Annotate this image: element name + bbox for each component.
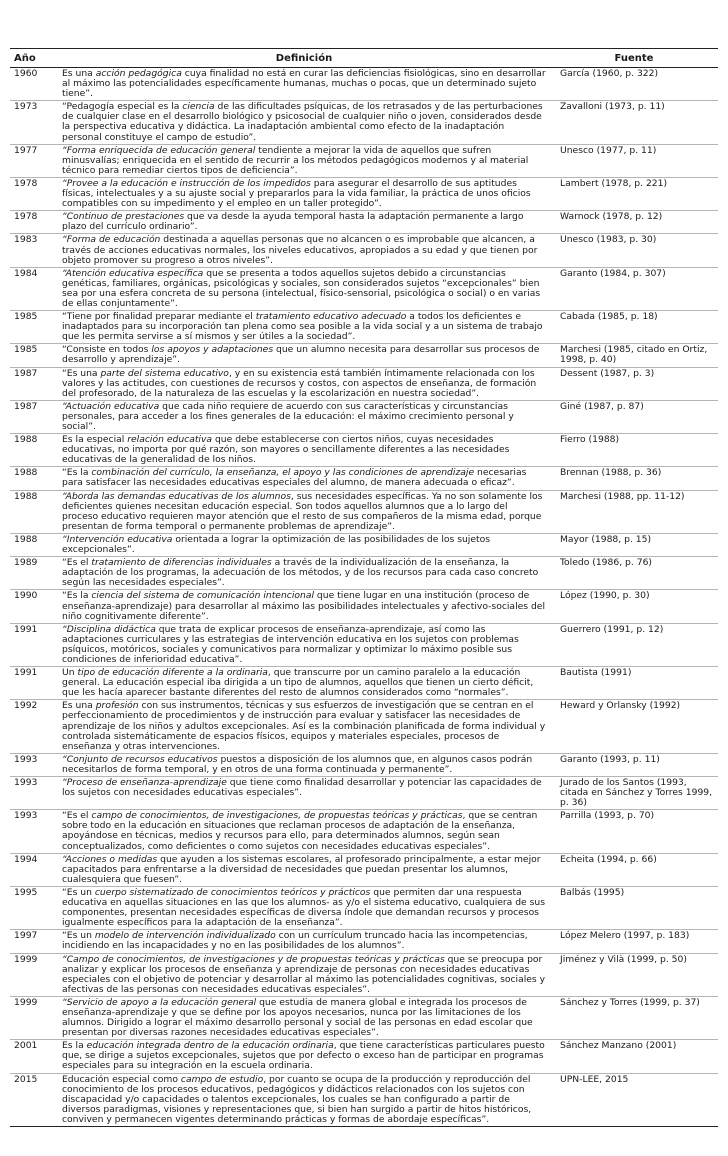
row-source: Balbás (1995) — [550, 886, 718, 929]
table-row — [10, 144, 718, 177]
definition-text: Un — [62, 667, 78, 679]
row-definition — [58, 400, 550, 433]
definition-text: que se presenta a todos aquellos sujetos debido a circunstancias genéticas, familiares, orgánicas, psicológicas y sociales, son considerados sujetos “excepcionales” bien sea por una esfera concreta de su persona (intelectual, físico-sensorial, psicológica o social) o en varias de ellas conjuntamente”. — [62, 267, 541, 309]
definition-emphasis: “Servicio de apoyo a la educación general — [62, 996, 257, 1008]
definition-text: que trata de explicar procesos de enseñanza-aprendizaje, así como las adaptaciones curriculares y las estrategias de intervención educativa en los sujetos con problemas psíquicos, motóricos, sociales y comunicativos para normalizar y optimizar lo máximo posible sus condiciones de inferioridad educativa”. — [62, 623, 519, 665]
definition-text: “Es la — [62, 590, 92, 602]
row-source: Guerrero (1991, p. 12) — [550, 623, 718, 666]
row-definition — [58, 211, 550, 234]
definition-emphasis: “Forma enriquecida de educación general — [62, 144, 256, 156]
row-definition — [58, 1040, 550, 1073]
row-year: 1988 — [10, 533, 58, 556]
row-source: Echeita (1994, p. 66) — [550, 853, 718, 886]
definition-text: con un currículum truncado hacia las incompetencias, incidiendo en las incapacidades y no en las posibilidades de los alumnos”. — [62, 930, 528, 952]
definition-text: puestos a disposición de los alumnos que, en algunos casos podrán necesitarlos de forma temporal, y en otros de una forma continuada y permanente”. — [62, 753, 533, 775]
table-row — [10, 367, 718, 400]
table-row — [10, 953, 718, 996]
row-year: 1995 — [10, 886, 58, 929]
row-definition — [58, 667, 550, 700]
definition-emphasis: “Acciones o medidas — [62, 853, 158, 865]
row-source: Jurado de los Santos (1993, citada en Sánchez y Torres 1999, p. 36) — [550, 777, 718, 810]
definition-emphasis: cuerpo sistematizado de conocimientos teóricos y prácticos — [94, 886, 371, 898]
row-year: 1999 — [10, 996, 58, 1039]
table-row — [10, 853, 718, 886]
row-definition — [58, 144, 550, 177]
table-row — [10, 344, 718, 367]
table-row — [10, 930, 718, 953]
definition-text: , que se centran sobre todo en la educación en situaciones que reclaman procesos de adaptación de la enseñanza, apoyándose en técnicas, medios y recursos para ello, para determinados alumnos, según sean conceptualizados, como deficientes o como sujetos con necesidades educativas especiales”. — [62, 810, 538, 852]
table-row — [10, 1040, 718, 1073]
row-source: Jiménez y Vilà (1999, p. 50) — [550, 953, 718, 996]
definition-text: a través de la individualización de la enseñanza, la adaptación de los programas, la adecuación de los métodos, y de los recursos para cada caso concreto según las necesidades especiales”. — [62, 557, 539, 589]
definition-text: tendiente a mejorar la vida de aquellos que sufren minusvalías; enriquecida en el sentido de recurrir a los métodos pedagógicos modernos y al material técnico para remediar ciertos tipos de deficiencia”. — [62, 144, 529, 176]
definition-text: “Consiste en todos — [62, 344, 152, 356]
definition-text: “Tiene por finalidad preparar mediante el — [62, 311, 256, 323]
row-definition — [58, 234, 550, 267]
definition-text: “Es el — [62, 557, 92, 569]
row-definition — [58, 810, 550, 853]
table-row — [10, 700, 718, 753]
definition-text: con sus instrumentos, técnicas y sus esfuerzos de investigación que se centran en el perfeccionamiento de procedimientos y de instrucción para evaluar y satisfacer las necesidades de aprendizaje de los niños y adultos excepcionales. Así es la combinación planificada de forma individual y controlada sistemáticamente de espacios físicos, equipos y materiales especiales, procesos de enseñanza y otras intervenciones. — [62, 700, 546, 752]
header-definition: Definición — [58, 49, 550, 68]
definition-emphasis: tratamiento educativo adecuado — [255, 311, 407, 323]
definition-text: que tiene como finalidad desarrollar y potenciar las capacidades de los sujetos con necesidades educativas especiales”. — [62, 777, 542, 799]
row-definition — [58, 311, 550, 344]
definition-emphasis: “Provee a la educación e instrucción de los impedidos — [62, 177, 311, 189]
row-source: Bautista (1991) — [550, 667, 718, 700]
definition-emphasis: parte del sistema educativo — [100, 367, 229, 379]
row-source: García (1960, p. 322) — [550, 68, 718, 101]
definitions-table — [10, 48, 718, 1127]
definition-emphasis: educación integrada dentro de la educación ordinaria — [86, 1040, 334, 1052]
row-source: Unesco (1977, p. 11) — [550, 144, 718, 177]
row-definition — [58, 930, 550, 953]
row-source: Warnock (1978, p. 12) — [550, 211, 718, 234]
table-row — [10, 753, 718, 776]
row-year: 1973 — [10, 101, 58, 144]
definition-text: cuya finalidad no está en curar las deficiencias fisiológicas, sino en desarrollar al máximo las potencialidades específicamente humanas, muchas o pocas, que un determinado sujeto tiene”. — [62, 68, 546, 100]
row-source: López Melero (1997, p. 183) — [550, 930, 718, 953]
table-row — [10, 311, 718, 344]
definition-emphasis: tratamiento de diferencias individuales — [91, 557, 272, 569]
row-definition — [58, 344, 550, 367]
row-source: Sánchez y Torres (1999, p. 37) — [550, 996, 718, 1039]
definition-text: Es la — [62, 1040, 87, 1052]
row-year: 1985 — [10, 344, 58, 367]
row-definition — [58, 367, 550, 400]
row-year: 1992 — [10, 700, 58, 753]
definition-emphasis: ciencia — [182, 101, 215, 113]
definition-text: que permiten dar una respuesta educativa en aquellas situaciones en las que los alumnos- as y/o el sistema educativo, cualquiera de sus componentes, presentan necesidades específicas de diversa índole que demandan recursos y procesos igualmente específicos para la adaptación de la enseñanza”. — [62, 886, 546, 929]
definition-text: que tiene lugar en una institución (proceso de enseñanza-aprendizaje) para desarrollar al máximo las posibilidades intelectuales y afectivo-sociales del niño cognitivamente diferente”. — [62, 590, 546, 622]
definition-text: destinada a aquellas personas que no alcancen o es improbable que alcancen, a través de acciones educativas normales, los niveles educativos, apropiados a su edad y que tienen por objeto promover su progreso a otros niveles”. — [62, 234, 538, 266]
header-source: Fuente — [550, 49, 718, 68]
definition-emphasis: “Atención educativa específica — [62, 267, 204, 279]
table-row — [10, 400, 718, 433]
definition-text: que ayuden a los sistemas escolares, al profesorado principalmente, a estar mejor capacitados para enfrentarse a la diversidad de necesidades que puedan presentar los alumnos, cualesquiera que fuesen”. — [62, 853, 541, 885]
row-year: 1987 — [10, 367, 58, 400]
definition-text: Es la especial — [62, 434, 128, 446]
row-definition — [58, 267, 550, 310]
row-year: 1993 — [10, 810, 58, 853]
row-year: 1999 — [10, 953, 58, 996]
definition-text: , que transcurre por un camino paralelo a la educación general. La educación especial iba dirigida a un tipo de alumnos, aquellos que tienen un cierto déficit, que les hacía aparecer bastante diferentes del resto de alumnos considerados como “normales”. — [62, 667, 534, 699]
definition-text: necesarias para satisfacer las necesidades educativas especiales del alumno, de manera adecuada o eficaz”. — [62, 467, 527, 489]
definition-text: , y en su existencia está también íntimamente relacionada con los valores y las actitudes, con cuestiones de recursos y costos, con aspectos de enseñanza, de formación del profesorado, de la naturaleza de las escuelas y la escolarización en nuestra sociedad”. — [62, 367, 537, 399]
row-definition — [58, 1073, 550, 1126]
definition-emphasis: “Disciplina didáctica — [62, 623, 156, 635]
definition-text: para asegurar el desarrollo de sus aptitudes físicas, intelectuales y a su ajuste social y prepararlos para la vida familiar, la práctica de unos oficios compatibles con su impedimento y el empleo en un taller protegido”. — [62, 177, 531, 210]
row-year: 1997 — [10, 930, 58, 953]
definition-emphasis: ciencia del sistema de comunicación intencional — [91, 590, 315, 602]
row-definition — [58, 177, 550, 210]
row-definition — [58, 590, 550, 623]
row-definition — [58, 700, 550, 753]
row-definition — [58, 953, 550, 996]
header-year: Año — [10, 49, 58, 68]
definition-emphasis: modelo de intervención individualizado — [94, 930, 276, 942]
row-source: Mayor (1988, p. 15) — [550, 533, 718, 556]
definition-text: que va desde la ayuda temporal hasta la adaptación permanente a largo plazo del currículo ordinario”. — [62, 211, 524, 233]
definition-text: “Es la — [62, 467, 92, 479]
definition-emphasis: “Aborda las demandas educativas de los alumnos — [62, 490, 291, 502]
definition-text: , que tiene características particulares puesto que, se dirige a sujetos excepcionales, sujetos que por defecto o exceso han de participar en programas especiales para su integración en la escuela ordinaria. — [62, 1040, 545, 1072]
definition-emphasis: “Proceso de enseñanza-aprendizaje — [62, 777, 227, 788]
row-year: 1983 — [10, 234, 58, 267]
row-year: 2001 — [10, 1040, 58, 1073]
table-row — [10, 590, 718, 623]
row-source: Sánchez Manzano (2001) — [550, 1040, 718, 1073]
row-definition — [58, 490, 550, 533]
definition-text: que estudia de manera global e integrada los procesos de enseñanza-aprendizaje y que se define por los apoyos necesarios, nunca por las limitaciones de los alumnos. Dirigido a lograr el máximo desarrollo personal y social de las personas en edad escolar que presentan por diversas razones necesidades educativas especiales”. — [62, 996, 533, 1039]
row-source: Lambert (1978, p. 221) — [550, 177, 718, 210]
definition-emphasis: “Conjunto de recursos educativos — [62, 753, 218, 765]
document-page — [10, 0, 718, 1127]
table-row — [10, 234, 718, 267]
row-year: 1990 — [10, 590, 58, 623]
definition-text: que cada niño requiere de acuerdo con sus características y circunstancias personales, para acceder a los fines generales de la educación: el máximo crecimiento personal y social”. — [62, 400, 514, 432]
definition-emphasis: tipo de educación diferente a la ordinaria — [77, 667, 268, 679]
row-year: 1991 — [10, 667, 58, 700]
definition-text: Educación especial como — [62, 1073, 181, 1085]
row-year: 1978 — [10, 211, 58, 234]
definition-emphasis: profesión — [95, 700, 139, 712]
row-year: 1988 — [10, 434, 58, 467]
row-definition — [58, 853, 550, 886]
table-row — [10, 211, 718, 234]
definition-text: Es una — [62, 700, 96, 712]
row-definition — [58, 886, 550, 929]
row-source: Brennan (1988, p. 36) — [550, 467, 718, 490]
row-definition — [58, 101, 550, 144]
row-year: 1978 — [10, 177, 58, 210]
definition-text: “Es un — [62, 886, 95, 898]
table-row — [10, 101, 718, 144]
row-definition — [58, 467, 550, 490]
row-year: 1993 — [10, 777, 58, 810]
definition-emphasis: los apoyos y adaptaciones — [151, 344, 274, 356]
row-year: 1993 — [10, 753, 58, 776]
row-year: 1988 — [10, 467, 58, 490]
row-definition — [58, 623, 550, 666]
table-row — [10, 467, 718, 490]
row-source: Garanto (1984, p. 307) — [550, 267, 718, 310]
definition-emphasis: “Forma de educación — [62, 234, 161, 246]
row-source: Unesco (1983, p. 30) — [550, 234, 718, 267]
definition-emphasis: campo de conocimientos, de investigaciones, de propuestas teóricas y prácticas — [91, 810, 463, 822]
definition-text: “Es un — [62, 930, 95, 942]
row-definition — [58, 996, 550, 1039]
table-row — [10, 623, 718, 666]
row-source: Marchesi (1985, citado en Ortiz, 1998, p. 40) — [550, 344, 718, 367]
row-source: López (1990, p. 30) — [550, 590, 718, 623]
definition-text: a todos los deficientes e inadaptados para su incorporación tan plena como sea posible a la vida social y a un sistema de trabajo que les permita servirse a sí mismos y ser útiles a la sociedad”. — [62, 311, 543, 343]
table-header — [10, 49, 718, 68]
row-year: 1994 — [10, 853, 58, 886]
row-definition — [58, 434, 550, 467]
definition-text: que se preocupa por analizar y explicar los procesos de enseñanza y aprendizaje de personas con necesidades educativas especiales con el objetivo de potenciar y desarrollar al máximo las potencialidades cognitivas, sociales y afectivas de las personas con necesidades educativas especiales”. — [62, 953, 546, 995]
definition-emphasis: campo de estudio — [180, 1073, 264, 1085]
row-year: 1987 — [10, 400, 58, 433]
definition-text: “Es una — [62, 367, 101, 379]
row-year: 1985 — [10, 311, 58, 344]
definition-text: Es una — [62, 68, 96, 79]
table-row — [10, 886, 718, 929]
table-row — [10, 490, 718, 533]
row-year: 2015 — [10, 1073, 58, 1126]
row-source: UPN-LEE, 2015 — [550, 1073, 718, 1126]
table-row — [10, 1073, 718, 1126]
row-definition — [58, 753, 550, 776]
row-year: 1984 — [10, 267, 58, 310]
row-definition — [58, 777, 550, 810]
definition-emphasis: “Continuo de prestaciones — [62, 211, 185, 223]
table-row — [10, 557, 718, 590]
definition-emphasis: acción pedagógica — [95, 68, 182, 79]
row-source: Garanto (1993, p. 11) — [550, 753, 718, 776]
row-source: Parrilla (1993, p. 70) — [550, 810, 718, 853]
row-source: Giné (1987, p. 87) — [550, 400, 718, 433]
row-year: 1991 — [10, 623, 58, 666]
table-row — [10, 777, 718, 810]
table-row — [10, 533, 718, 556]
definition-text: orientada a lograr la optimización de las posibilidades de los sujetos excepcionales”. — [62, 533, 491, 556]
row-year: 1989 — [10, 557, 58, 590]
row-source: Zavalloni (1973, p. 11) — [550, 101, 718, 144]
row-source: Fierro (1988) — [550, 434, 718, 467]
row-definition — [58, 557, 550, 590]
table-body — [10, 68, 718, 1127]
table-row — [10, 267, 718, 310]
row-definition — [58, 68, 550, 101]
definition-emphasis: “Intervención educativa — [62, 533, 173, 545]
definition-emphasis: “Campo de conocimientos, de investigaciones y de propuestas teóricas y prácticas — [62, 953, 445, 965]
definition-text: que debe establecerse con ciertos niños, cuyas necesidades educativas, no importa por qué razón, son mayores o sencillamente diferentes a las necesidades educativas de la generalidad de los niños. — [62, 434, 510, 466]
table-row — [10, 68, 718, 101]
definition-emphasis: relación educativa — [127, 434, 213, 446]
row-source: Heward y Orlansky (1992) — [550, 700, 718, 753]
row-source: Marchesi (1988, pp. 11-12) — [550, 490, 718, 533]
row-source: Toledo (1986, p. 76) — [550, 557, 718, 590]
definition-emphasis: “Actuación educativa — [62, 400, 160, 412]
table-row — [10, 177, 718, 210]
definition-text: “Es el — [62, 810, 92, 822]
table-row — [10, 810, 718, 853]
definition-text: “Pedagogía especial es la — [62, 101, 183, 113]
row-year: 1977 — [10, 144, 58, 177]
row-source: Cabada (1985, p. 18) — [550, 311, 718, 344]
definition-text: , sus necesidades específicas. Ya no son solamente los deficientes quienes necesitan educación especial. Son todos aquellos alumnos que a lo largo del proceso educativo requieren mayor atención que el resto de sus compañeros de la misma edad, porque presentan de forma temporal o permanente problemas de aprendizaje”. — [62, 490, 543, 532]
row-year: 1988 — [10, 490, 58, 533]
row-source: Dessent (1987, p. 3) — [550, 367, 718, 400]
definition-text: , por cuanto se ocupa de la producción y reproducción del conocimiento de los procesos educativos, pedagógicos y didácticos relacionados con los sujetos con discapacidad y/o capacidades o talentos excepcionales, los cuales se han configurado a partir de diversos paradigmas, visiones y representaciones que, si bien han surgido a partir de hitos históricos, conviven y permanecen vigentes determinando prácticas y formas de abordaje específicas”. — [62, 1073, 532, 1125]
table-row — [10, 434, 718, 467]
table-row — [10, 667, 718, 700]
row-definition — [58, 533, 550, 556]
row-year: 1960 — [10, 68, 58, 101]
definition-text: de las dificultades psíquicas, de los retrasados y de las perturbaciones de cualquier clase en el desarrollo biológico y psicosocial de cualquier niño o joven, considerados desde la perspectiva educativa y didáctica. La inadaptación ambiental como efecto de la inadaptación personal constituye el campo de estudio”. — [62, 101, 543, 143]
definition-emphasis: combinación del currículo, la enseñanza, el apoyo y las condiciones de aprendizaje — [91, 467, 475, 479]
definition-text: que un alumno necesita para desarrollar sus procesos de desarrollo y aprendizaje”. — [62, 344, 540, 366]
table-row — [10, 996, 718, 1039]
